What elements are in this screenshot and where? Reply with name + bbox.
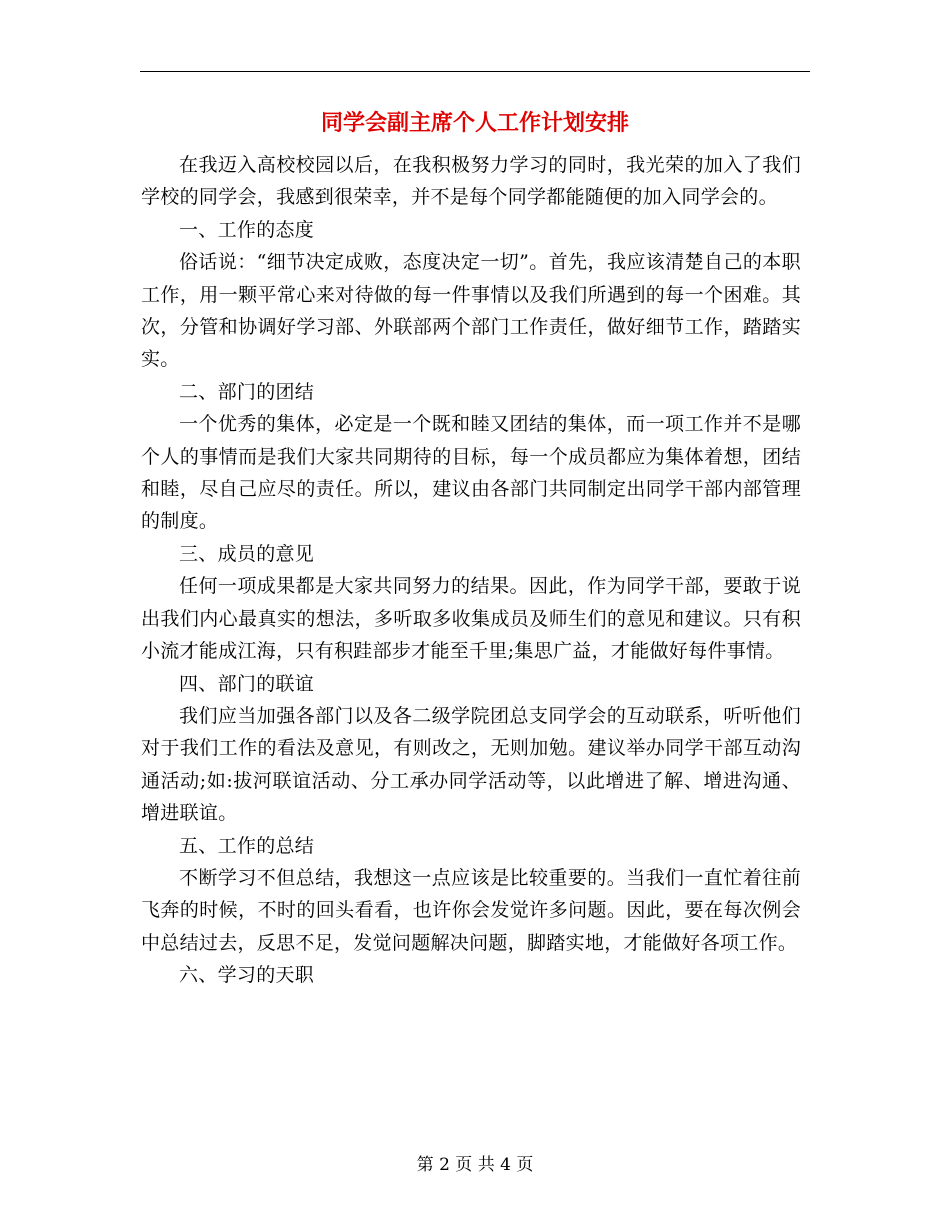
header-rule	[140, 71, 810, 72]
page-number: 第 2 页 共 4 页	[416, 1155, 534, 1175]
paragraph-attitude: 俗话说：“细节决定成败，态度决定一切”。首先，我应该清楚自己的本职工作，用一颗平常心来对待做的每一件事情以及我们所遇到的每一个困难。其次，分管和协调好学习部、外联部两个部门工作责任，做好细节工作，踏踏实实。	[141, 251, 801, 371]
section-heading-opinions: 三、成员的意见	[179, 542, 315, 565]
section-heading-summary: 五、工作的总结	[179, 834, 315, 857]
paragraph-unity: 一个优秀的集体，必定是一个既和睦又团结的集体，而一项工作并不是哪个人的事情而是我们大家共同期待的目标，每一个成员都应为集体着想，团结和睦，尽自己应尽的责任。所以，建议由各部门共同制定出同学干部内部管理的制度。	[141, 413, 801, 533]
document-body	[141, 149, 801, 992]
paragraph-summary: 不断学习不但总结，我想这一点应该是比较重要的。当我们一直忙着往前飞奔的时候，不时的回头看看，也许你会发觉许多问题。因此，要在每次例会中总结过去，反思不足，发觉问题解决问题，脚踏实地，才能做好各项工作。	[141, 866, 801, 954]
section-heading-study: 六、学习的天职	[179, 964, 315, 987]
document-title: 同学会副主席个人工作计划安排	[320, 111, 629, 136]
section-heading-attitude: 一、工作的态度	[179, 218, 315, 241]
section-heading-unity: 二、部门的团结	[179, 380, 315, 403]
intro-paragraph: 在我迈入高校校园以后，在我积极努力学习的同时，我光荣的加入了我们学校的同学会，我感到很荣幸，并不是每个同学都能随便的加入同学会的。	[141, 154, 801, 209]
paragraph-opinions: 任何一项成果都是大家共同努力的结果。因此，作为同学干部，要敢于说出我们内心最真实的想法，多听取多收集成员及师生们的意见和建议。只有积小流才能成江海，只有积跬部步才能至千里;集思广益，才能做好每件事情。	[141, 575, 801, 663]
section-heading-liaison: 四、部门的联谊	[179, 672, 315, 695]
paragraph-liaison: 我们应当加强各部门以及各二级学院团总支同学会的互动联系，听听他们对于我们工作的看法及意见，有则改之，无则加勉。建议举办同学干部互动沟通活动;如:拔河联谊活动、分工承办同学活动等，以此增进了解、增进沟通、增进联谊。	[141, 704, 801, 825]
